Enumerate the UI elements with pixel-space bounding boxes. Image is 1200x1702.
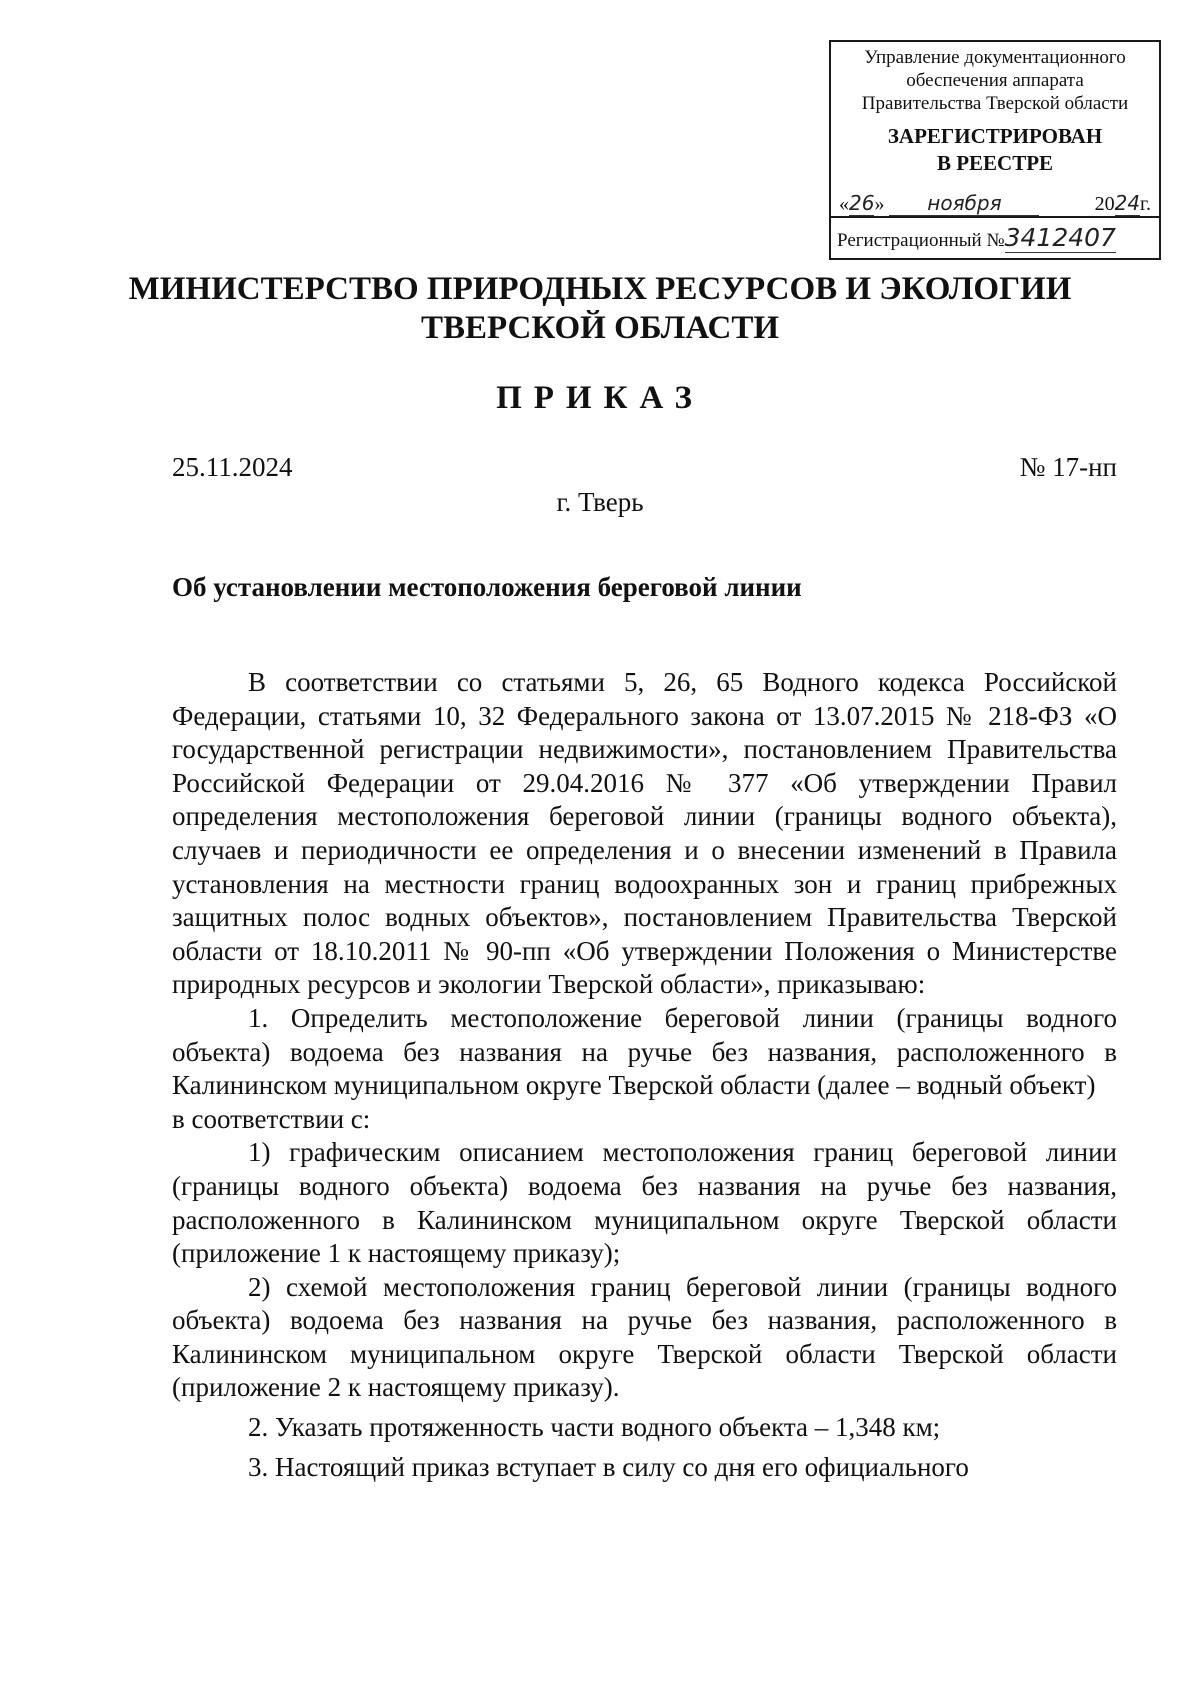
stamp-registered-line: ЗАРЕГИСТРИРОВАН	[887, 124, 1103, 148]
stamp-reg-number: 3412407	[1004, 223, 1116, 252]
ministry-title-line: МИНИСТЕРСТВО ПРИРОДНЫХ РЕСУРСОВ И ЭКОЛОГИИ	[128, 271, 1072, 307]
item-3-paragraph: 3. Настоящий приказ вступает в силу со дня его официального	[248, 1451, 969, 1482]
preamble-paragraph: В соответствии со статьями 5, 26, 65 Водного кодекса Российской Федерации, статьями 10, 32 Федерального закона от 13.07.2015 № 218-ФЗ «О государственной регистрации недвижимости», постановлением Правительства Российской Федерации от 29.04.2016 № 377 «Об утверждении Правил определения местоположения береговой линии (границы водного объекта), случаев и периодичности ее определения и о внесении изменений в Правила установления на местности границ водоохранных зон и границ прибрежных защитных полос водных объектов», постановлением Правительства Тверской области от 18.10.2011 № 90-пп «Об утверждении Положения о Министерстве природных ресурсов и экологии Тверской области», приказываю:	[172, 667, 1117, 1000]
stamp-month: ноября	[889, 192, 1039, 216]
stamp-registration-number	[831, 216, 1159, 258]
document-city: г. Тверь	[556, 487, 644, 517]
document-body	[172, 666, 1117, 1484]
stamp-reg-label: Регистрационный №	[837, 230, 1005, 251]
item-1-2-paragraph: 2) схемой местоположения границ береговой линии (границы водного объекта) водоема без названия на ручье без названия, расположенного в Калининском муниципальном округе Тверской области Тверской области (приложение 2 к настоящему приказу).	[172, 1271, 1117, 1403]
stamp-year-prefix: 20	[1094, 193, 1115, 215]
item-2-paragraph: 2. Указать протяженность части водного объекта – 1,348 км;	[248, 1412, 941, 1443]
item-1-paragraph: 1. Определить местоположение береговой линии (границы водного объекта) водоема без названия на ручье без названия, расположенного в Калининском муниципальном округе Тверской области (далее – водный объект)	[172, 1002, 1117, 1101]
stamp-org-line: Управление документационного	[864, 47, 1126, 68]
stamp-org-line: обеспечения аппарата	[906, 70, 1084, 91]
stamp-org-line: Правительства Тверской области	[861, 93, 1129, 114]
document-number: № 17-нп	[1019, 452, 1117, 482]
document-type: ПРИКАЗ	[496, 380, 704, 416]
stamp-year-suffix: 24	[1114, 191, 1141, 215]
item-1-continuation: в соответствии с:	[172, 1103, 371, 1134]
document-subject: Об установлении местоположения береговой линии	[172, 572, 802, 602]
stamp-registered-line: В РЕЕСТРЕ	[936, 151, 1054, 175]
document-date: 25.11.2024	[172, 452, 293, 482]
ministry-title	[100, 270, 1100, 348]
stamp-registered-title	[831, 123, 1159, 177]
stamp-year-unit: г.	[1140, 193, 1151, 215]
registration-stamp	[829, 40, 1161, 260]
stamp-day: 26	[849, 191, 875, 215]
ministry-title-line: ТВЕРСКОЙ ОБЛАСТИ	[420, 310, 780, 346]
stamp-organization	[831, 46, 1159, 115]
stamp-date: «26» ноября 2024г.	[839, 191, 1151, 215]
item-1-1-paragraph: 1) графическим описанием местоположения границ береговой линии (границы водного объекта) водоема без названия на ручье без названия, расположенного в Калининском муниципальном округе Тверской области (приложение 1 к настоящему приказу);	[172, 1137, 1117, 1269]
